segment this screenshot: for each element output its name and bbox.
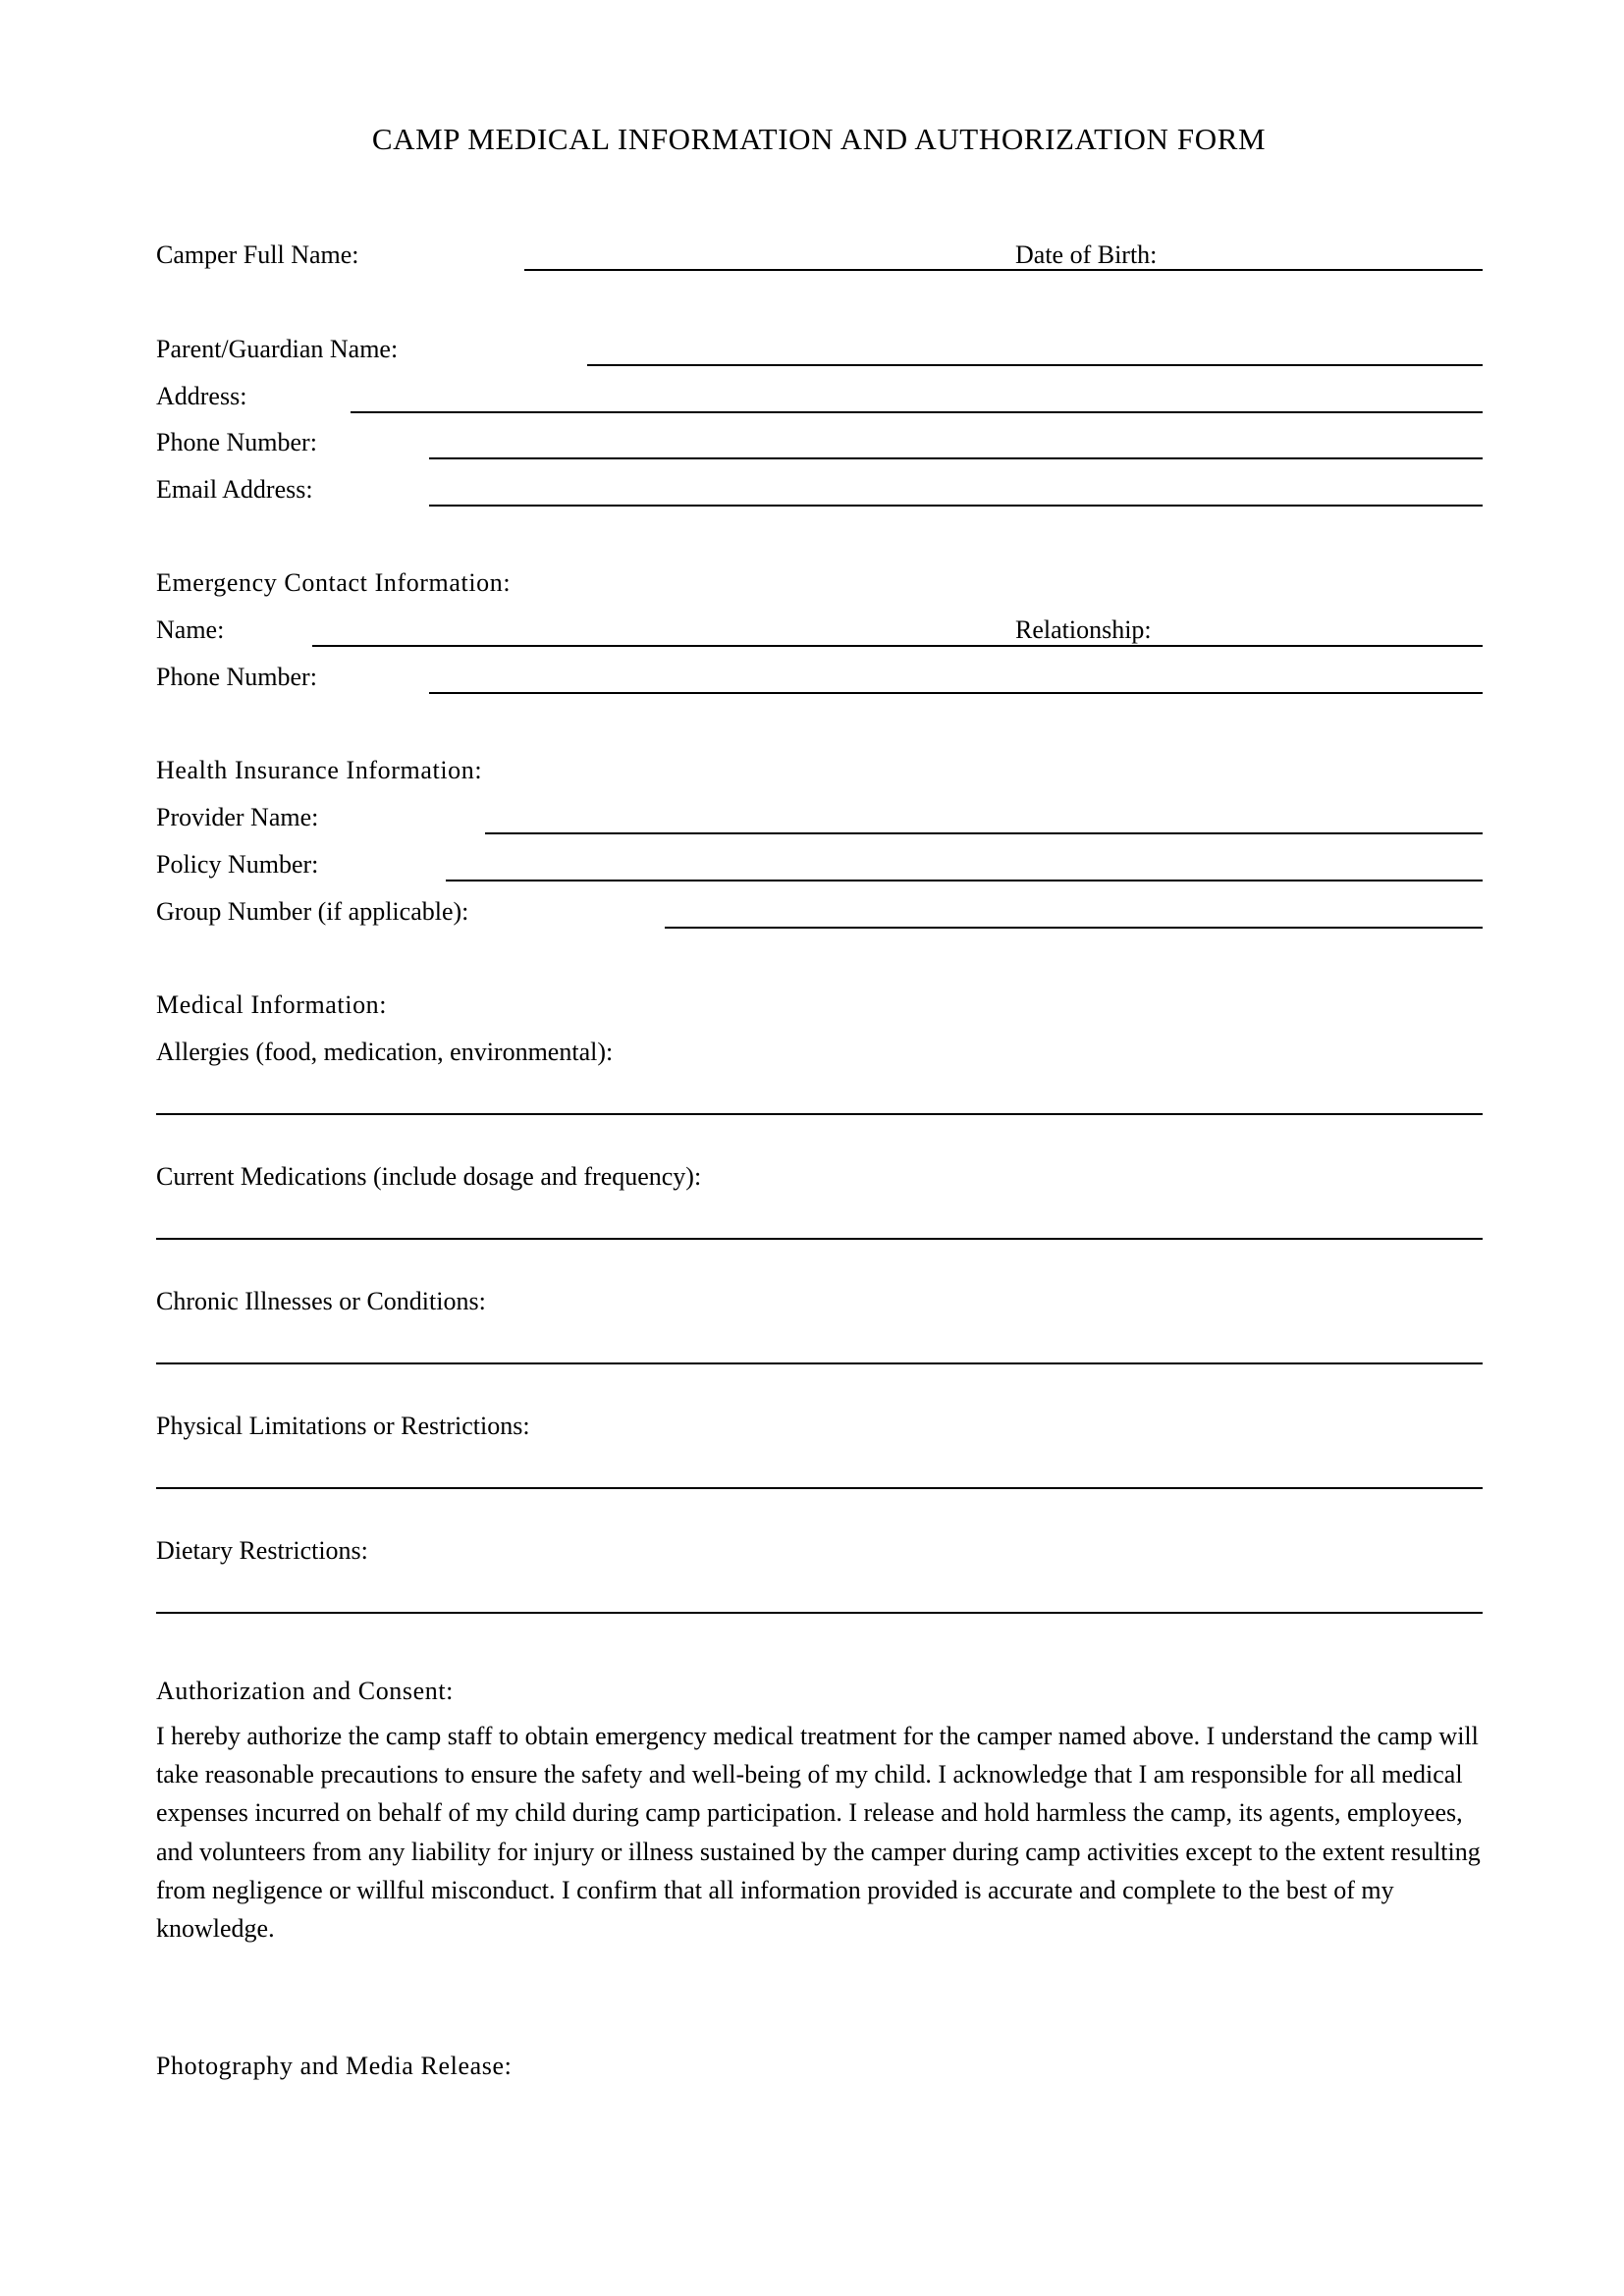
dietary-restrictions-field[interactable] xyxy=(156,1612,1483,1614)
medications-label: Current Medications (include dosage and frequency): xyxy=(156,1162,702,1191)
provider-name-field[interactable] xyxy=(485,832,1483,834)
emergency-phone-label: Phone Number: xyxy=(156,663,317,691)
camper-full-name-field[interactable] xyxy=(524,269,1483,271)
guardian-name-field[interactable] xyxy=(587,364,1483,366)
chronic-illnesses-field[interactable] xyxy=(156,1362,1483,1364)
relationship-label: Relationship: xyxy=(1015,615,1152,644)
camper-full-name-label: Camper Full Name: xyxy=(156,240,359,269)
physical-limitations-field[interactable] xyxy=(156,1487,1483,1489)
policy-number-field[interactable] xyxy=(446,880,1483,881)
email-field[interactable] xyxy=(429,505,1483,507)
date-of-birth-label: Date of Birth: xyxy=(1015,240,1158,269)
guardian-phone-label: Phone Number: xyxy=(156,428,317,456)
allergies-label: Allergies (food, medication, environmental): xyxy=(156,1038,614,1066)
group-number-field[interactable] xyxy=(665,927,1483,929)
address-field[interactable] xyxy=(351,411,1483,413)
policy-number-label: Policy Number: xyxy=(156,850,319,879)
authorization-heading: Authorization and Consent: xyxy=(156,1677,454,1705)
guardian-phone-field[interactable] xyxy=(429,457,1483,459)
physical-limitations-label: Physical Limitations or Restrictions: xyxy=(156,1412,530,1440)
guardian-name-label: Parent/Guardian Name: xyxy=(156,335,399,363)
dietary-restrictions-label: Dietary Restrictions: xyxy=(156,1536,368,1565)
emergency-contact-heading: Emergency Contact Information: xyxy=(156,568,512,597)
insurance-heading: Health Insurance Information: xyxy=(156,756,483,784)
email-label: Email Address: xyxy=(156,475,313,504)
media-release-heading: Photography and Media Release: xyxy=(156,2052,513,2080)
address-label: Address: xyxy=(156,382,247,410)
medical-heading: Medical Information: xyxy=(156,990,388,1019)
chronic-illnesses-label: Chronic Illnesses or Conditions: xyxy=(156,1287,486,1315)
emergency-name-label: Name: xyxy=(156,615,225,644)
provider-name-label: Provider Name: xyxy=(156,803,319,831)
group-number-label: Group Number (if applicable): xyxy=(156,897,469,926)
emergency-name-field[interactable] xyxy=(312,645,1483,647)
allergies-field[interactable] xyxy=(156,1113,1483,1115)
medications-field[interactable] xyxy=(156,1238,1483,1240)
authorization-paragraph: I hereby authorize the camp staff to obtain emergency medical treatment for the camper named above. I understand the camp will take reasonable precautions to ensure the safety and well-being of my child. I acknowledge that I am responsible for all medical expenses incurred on behalf of my child during camp participation. I release and hold harmless the camp, its agents, employees, and volunteers from any liability for injury or illness sustained by the camper during camp activities except to the extent resulting from negligence or willful misconduct. I confirm that all information provided is accurate and complete to the best of my knowledge. xyxy=(156,1722,1481,1944)
emergency-phone-field[interactable] xyxy=(429,692,1483,694)
form-title: CAMP MEDICAL INFORMATION AND AUTHORIZATION FORM xyxy=(371,122,1267,156)
